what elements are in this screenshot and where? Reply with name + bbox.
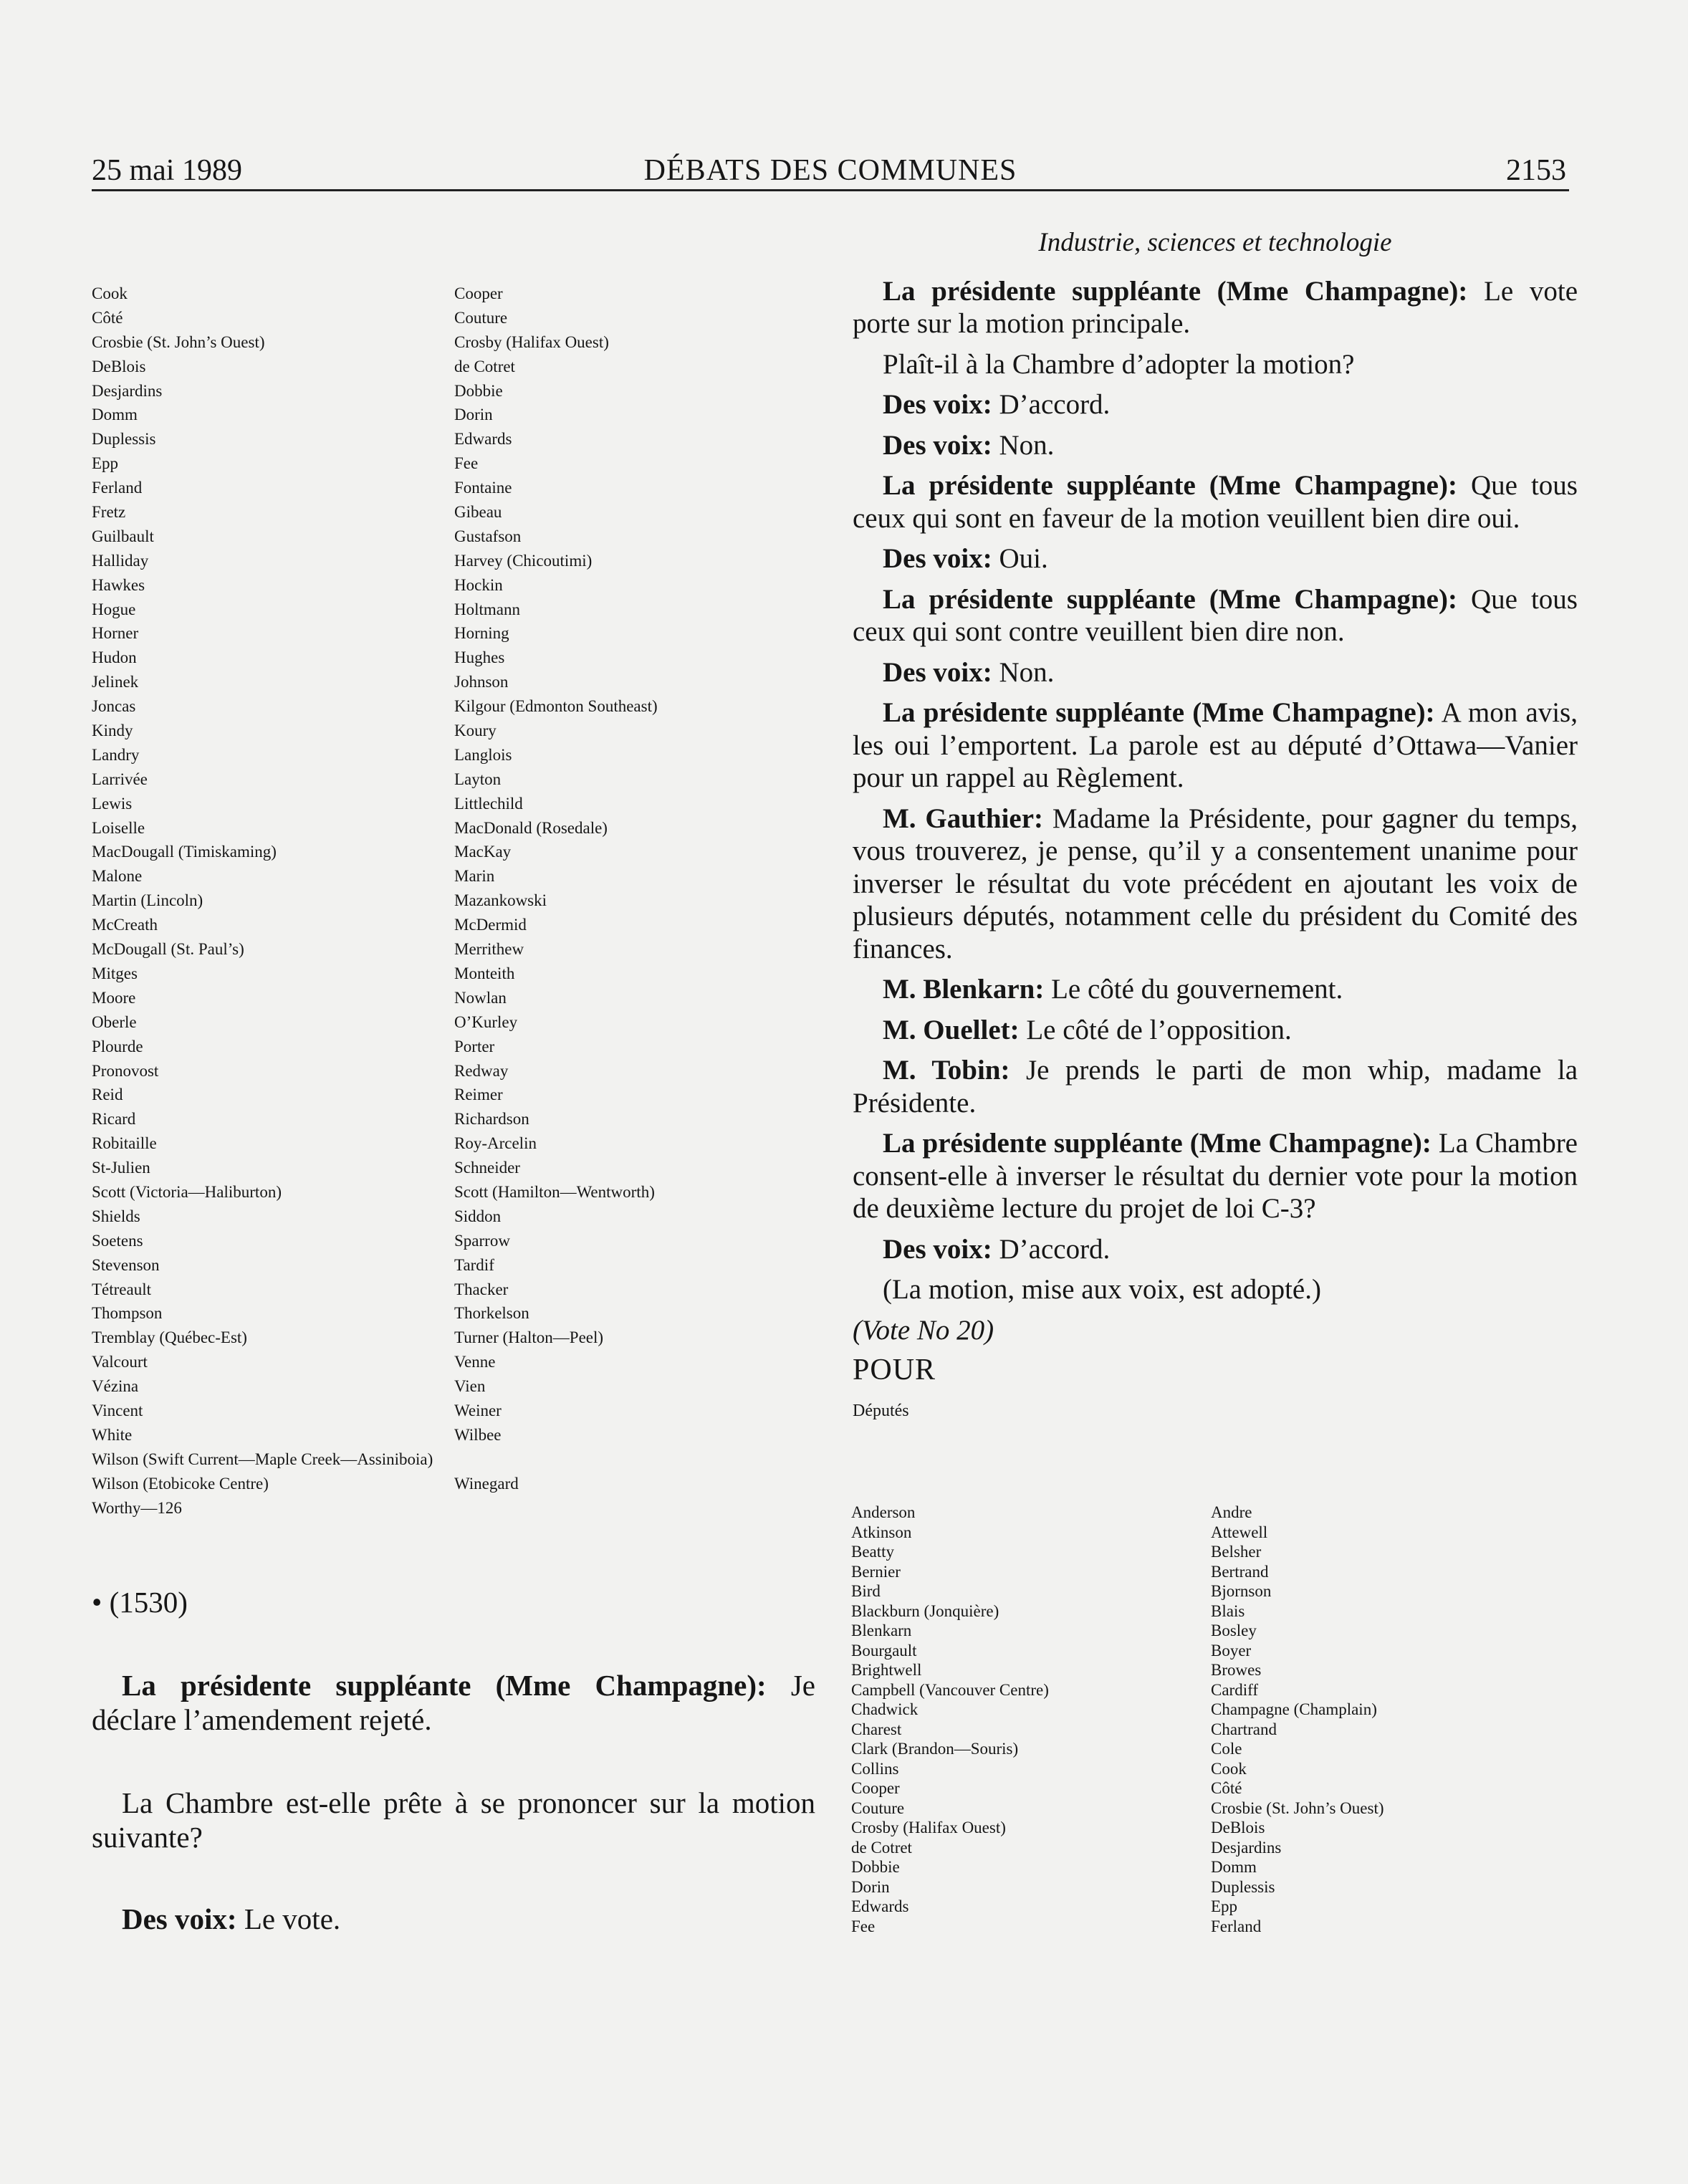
member-name — [454, 1496, 658, 1520]
member-name: Wilson (Swift Current—Maple Creek—Assiniboia) — [92, 1450, 433, 1468]
member-name: Cooper — [851, 1779, 900, 1797]
speech: A mon avis, les oui l’emportent. La parole est au député d’Ottawa—Vanier pour un rappel au Règlement. — [853, 697, 1578, 793]
member-name: Browes — [1211, 1661, 1262, 1679]
member-name: Charest — [851, 1720, 902, 1738]
speaker: Des voix: — [122, 1902, 237, 1935]
left-paragraph-3 — [92, 1902, 815, 1936]
member-name: Epp — [92, 454, 119, 473]
member-name: Robitaille — [92, 1134, 157, 1153]
pour-list-col2 — [1211, 1503, 1384, 1936]
speaker: Des voix: — [883, 543, 992, 574]
member-name: Martin (Lincoln) — [92, 891, 203, 910]
member-name: Bird — [851, 1582, 881, 1600]
member-name: Scott (Hamilton—Wentworth) — [454, 1182, 655, 1201]
debate-paragraph — [853, 1127, 1578, 1225]
member-name: Anderson — [851, 1503, 916, 1521]
member-name: Dorin — [851, 1877, 890, 1896]
member-name: Roy-Arcelin — [454, 1134, 537, 1153]
speaker: La présidente suppléante (Mme Champagne): — [883, 470, 1457, 501]
member-name: Malone — [92, 867, 143, 886]
member-name: Stevenson — [92, 1255, 160, 1274]
member-name: Blenkarn — [851, 1622, 912, 1639]
debate-paragraph — [853, 348, 1578, 381]
speech: Le vote porte sur la motion principale. — [853, 275, 1578, 339]
speech: Non. — [992, 656, 1055, 688]
member-name: Hockin — [454, 575, 503, 594]
member-name: Chartrand — [1211, 1720, 1277, 1738]
member-name: Vézina — [92, 1377, 139, 1396]
debate-paragraph — [853, 275, 1578, 340]
member-name: Cardiff — [1211, 1680, 1259, 1699]
member-name: Richardson — [454, 1110, 529, 1129]
member-name: Scott (Victoria—Haliburton) — [92, 1182, 282, 1201]
member-name: MacKay — [454, 843, 512, 861]
member-name: Dorin — [454, 406, 493, 424]
member-name: Harvey (Chicoutimi) — [454, 551, 593, 570]
member-name: Desjardins — [92, 381, 163, 400]
member-name: McDougall (St. Paul’s) — [92, 940, 244, 959]
member-name: Collins — [851, 1759, 899, 1778]
speaker: La présidente suppléante (Mme Champagne): — [883, 1128, 1432, 1159]
member-name: Champagne (Champlain) — [1211, 1700, 1377, 1718]
member-name: Horning — [454, 624, 509, 643]
member-name: Bjornson — [1211, 1582, 1272, 1600]
member-name: Bertrand — [1211, 1562, 1269, 1581]
member-name: Lewis — [92, 794, 133, 813]
speaker: Des voix: — [883, 429, 992, 461]
speech: Non. — [992, 429, 1055, 461]
member-name: Halliday — [92, 551, 149, 570]
member-name: Larrivée — [92, 770, 148, 788]
left-paragraph-2 — [92, 1786, 815, 1854]
member-name: Horner — [92, 624, 139, 643]
member-name: Blackburn (Jonquière) — [851, 1601, 999, 1620]
member-name: Cook — [1211, 1759, 1247, 1778]
speaker: M. Ouellet: — [883, 1014, 1020, 1045]
member-name: Jelinek — [92, 673, 139, 691]
member-name: Hawkes — [92, 575, 145, 594]
member-name: White — [92, 1425, 133, 1444]
member-name: Domm — [92, 406, 138, 424]
member-name: Couture — [454, 308, 508, 327]
member-name: Mitges — [92, 964, 138, 982]
member-name: Fontaine — [454, 479, 512, 497]
member-name: DeBlois — [1211, 1819, 1265, 1836]
member-name: Winegard — [454, 1474, 519, 1493]
member-name: Atkinson — [851, 1523, 912, 1541]
debate-paragraph — [853, 803, 1578, 966]
debate-paragraph — [853, 542, 1578, 575]
member-name: Vien — [454, 1377, 486, 1396]
debate-paragraph — [853, 696, 1578, 795]
debate-paragraphs — [853, 275, 1578, 1306]
member-name: Cole — [1211, 1740, 1242, 1758]
member-name: Cooper — [454, 284, 503, 302]
member-name: Andre — [1211, 1503, 1252, 1521]
debate-paragraph — [853, 656, 1578, 689]
member-name: Guilbault — [92, 527, 154, 545]
member-name: Epp — [1211, 1897, 1238, 1915]
debate-paragraph — [853, 429, 1578, 462]
debate-paragraph — [853, 1014, 1578, 1047]
member-name: Landry — [92, 745, 140, 764]
speech: Je prends le parti de mon whip, madame la Présidente. — [853, 1055, 1578, 1119]
member-name: Reid — [92, 1086, 123, 1104]
pour-list-col1 — [851, 1503, 1049, 1936]
left-time-marker — [92, 1585, 815, 1619]
member-name: Vincent — [92, 1401, 143, 1419]
member-name: O’Kurley — [454, 1012, 518, 1031]
section-title: Industrie, sciences et technologie — [1038, 228, 1392, 257]
member-name: Koury — [454, 722, 497, 740]
member-name: Joncas — [92, 697, 136, 716]
speech: Plaît-il à la Chambre d’adopter la motion? — [883, 348, 1355, 380]
member-name: Duplessis — [92, 430, 156, 449]
member-name: Sparrow — [454, 1231, 510, 1250]
member-name: Monteith — [454, 964, 515, 982]
member-name: Pronovost — [92, 1061, 159, 1080]
speech: Le côté du gouvernement. — [1044, 974, 1343, 1005]
debate-paragraph — [853, 388, 1578, 421]
header-page-number: 2153 — [1506, 154, 1566, 187]
page-header — [92, 153, 1569, 191]
member-name: Marin — [454, 867, 495, 886]
member-name: DeBlois — [92, 357, 146, 375]
member-name: Wilbee — [454, 1425, 502, 1444]
member-name: Holtmann — [454, 600, 520, 618]
speaker: La présidente suppléante (Mme Champagne): — [883, 583, 1457, 615]
member-name: Clark (Brandon—Souris) — [851, 1740, 1019, 1758]
member-name: Schneider — [454, 1159, 520, 1177]
speaker: Des voix: — [883, 1233, 992, 1265]
member-name: Weiner — [454, 1401, 502, 1419]
member-name: Siddon — [454, 1207, 502, 1225]
member-name: Côté — [92, 308, 123, 327]
vote-list-left-col1 — [92, 282, 433, 1520]
speech: Je déclare l’amendement rejeté. — [92, 1669, 816, 1736]
speaker: Des voix: — [883, 656, 992, 688]
speaker: La présidente suppléante (Mme Champagne): — [883, 275, 1468, 307]
member-name: Edwards — [851, 1897, 909, 1915]
member-name: de Cotret — [454, 357, 515, 375]
member-name: Kindy — [92, 722, 133, 740]
speaker: M. Gauthier: — [883, 803, 1044, 834]
member-name: McCreath — [92, 916, 158, 934]
speech: Oui. — [992, 543, 1048, 574]
member-name: Hogue — [92, 600, 136, 618]
member-name: Crosby (Halifax Ouest) — [454, 332, 609, 351]
member-name — [454, 1447, 658, 1472]
member-name: Mazankowski — [454, 891, 547, 910]
speaker: Des voix: — [883, 389, 992, 420]
member-name: Edwards — [454, 430, 512, 449]
member-name: Crosbie (St. John’s Ouest) — [1211, 1799, 1384, 1817]
member-name: Oberle — [92, 1012, 137, 1031]
member-name: Porter — [454, 1037, 495, 1055]
member-name: Campbell (Vancouver Centre) — [851, 1680, 1049, 1699]
speaker: M. Blenkarn: — [883, 974, 1045, 1005]
member-name: Thompson — [92, 1304, 163, 1323]
member-name: Soetens — [92, 1231, 143, 1250]
member-name: Ferland — [92, 479, 143, 497]
member-name: Desjardins — [1211, 1838, 1282, 1857]
member-name: Beatty — [851, 1543, 895, 1561]
speech: Le vote. — [236, 1902, 341, 1935]
header-title: DÉBATS DES COMMUNES — [643, 154, 1017, 187]
debate-paragraph — [853, 1054, 1578, 1119]
member-name: Chadwick — [851, 1700, 919, 1718]
left-paragraph-1 — [92, 1668, 815, 1737]
member-name: Bourgault — [851, 1641, 917, 1659]
member-name: Worthy—126 — [92, 1498, 182, 1517]
speaker: La présidente suppléante (Mme Champagne): — [883, 697, 1435, 728]
member-name: Wilson (Etobicoke Centre) — [92, 1474, 269, 1493]
member-name: Attewell — [1211, 1523, 1268, 1541]
speech: D’accord. — [992, 389, 1111, 420]
member-name: Blais — [1211, 1601, 1245, 1620]
speech: Que tous ceux qui sont contre veuillent bien dire non. — [853, 583, 1578, 647]
speech: D’accord. — [992, 1233, 1111, 1265]
member-name: Fee — [454, 454, 479, 473]
debate-paragraph — [853, 469, 1578, 535]
member-name: Loiselle — [92, 818, 145, 837]
time-marker: • (1530) — [92, 1586, 188, 1619]
member-name: Valcourt — [92, 1353, 148, 1371]
speech: Que tous ceux qui sont en faveur de la motion veuillent bien dire oui. — [853, 470, 1578, 534]
vote-number: (Vote No 20) — [853, 1314, 994, 1346]
member-name: Thorkelson — [454, 1304, 529, 1323]
pour-heading: POUR — [853, 1354, 936, 1386]
member-name: Bosley — [1211, 1622, 1257, 1639]
member-name: Côté — [1211, 1779, 1242, 1797]
right-column — [853, 226, 1578, 1435]
member-name: Johnson — [454, 673, 509, 691]
member-name: Shields — [92, 1207, 140, 1225]
member-name: Domm — [1211, 1858, 1257, 1876]
speaker: La présidente suppléante (Mme Champagne): — [122, 1669, 767, 1702]
vote-list-left-col2 — [454, 282, 658, 1520]
member-name: Turner (Halton—Peel) — [454, 1328, 604, 1347]
member-name: MacDonald (Rosedale) — [454, 818, 608, 837]
member-name: Brightwell — [851, 1661, 922, 1679]
member-name: St-Julien — [92, 1159, 150, 1177]
member-name: McDermid — [454, 916, 527, 934]
member-name: Hughes — [454, 648, 505, 667]
member-name: Thacker — [454, 1280, 509, 1298]
member-name: Fretz — [92, 503, 126, 522]
member-name: de Cotret — [851, 1838, 912, 1857]
member-name: Fee — [851, 1917, 876, 1935]
speech: La Chambre consent-elle à inverser le résultat du dernier vote pour la motion de deuxième lecture du projet de loi C-3? — [853, 1128, 1578, 1224]
member-name: Boyer — [1211, 1641, 1252, 1659]
speech: Le côté de l’opposition. — [1019, 1014, 1292, 1045]
header-date: 25 mai 1989 — [92, 154, 242, 187]
member-name: Hudon — [92, 648, 137, 667]
member-name: Littlechild — [454, 794, 523, 813]
member-name: Redway — [454, 1061, 509, 1080]
deputes-heading: Députés — [853, 1401, 909, 1420]
debate-paragraph — [853, 973, 1578, 1006]
member-name: Langlois — [454, 745, 512, 764]
member-name: Gibeau — [454, 503, 502, 522]
member-name: Bernier — [851, 1562, 901, 1581]
debate-paragraph — [853, 1233, 1578, 1266]
member-name: Tardif — [454, 1255, 494, 1274]
member-name: Crosbie (St. John’s Ouest) — [92, 332, 265, 351]
member-name: Moore — [92, 988, 136, 1007]
speech: Madame la Présidente, pour gagner du temps, vous trouverez, je pense, qu’il y a consentement unanime pour inverser le résultat du vote précédent en ajoutant les voix de plusieurs députés, notamment celle du président du Comité des finances. — [853, 803, 1578, 964]
debate-paragraph — [853, 583, 1578, 648]
member-name: Kilgour (Edmonton Southeast) — [454, 697, 658, 716]
debate-paragraph — [853, 1273, 1578, 1306]
member-name: Plourde — [92, 1037, 143, 1055]
member-name: Merrithew — [454, 940, 524, 959]
member-name: Duplessis — [1211, 1877, 1275, 1896]
member-name: Cook — [92, 284, 128, 302]
member-name: Venne — [454, 1353, 496, 1371]
speech: (La motion, mise aux voix, est adopté.) — [883, 1274, 1321, 1305]
member-name: Reimer — [454, 1086, 503, 1104]
member-name: MacDougall (Timiskaming) — [92, 843, 277, 861]
member-name: Layton — [454, 770, 502, 788]
member-name: Crosby (Halifax Ouest) — [851, 1819, 1006, 1836]
member-name: Gustafson — [454, 527, 522, 545]
speaker: M. Tobin: — [883, 1055, 1010, 1086]
member-name: Tétreault — [92, 1280, 152, 1298]
member-name: Ricard — [92, 1110, 136, 1129]
member-name: Couture — [851, 1799, 905, 1817]
member-name: Dobbie — [454, 381, 503, 400]
speech: La Chambre est-elle prête à se prononcer sur la motion suivante? — [92, 1786, 815, 1854]
member-name: Tremblay (Québec-Est) — [92, 1328, 247, 1347]
member-name: Belsher — [1211, 1543, 1262, 1561]
member-name: Nowlan — [454, 988, 507, 1007]
member-name: Ferland — [1211, 1917, 1262, 1935]
member-name: Dobbie — [851, 1858, 900, 1876]
